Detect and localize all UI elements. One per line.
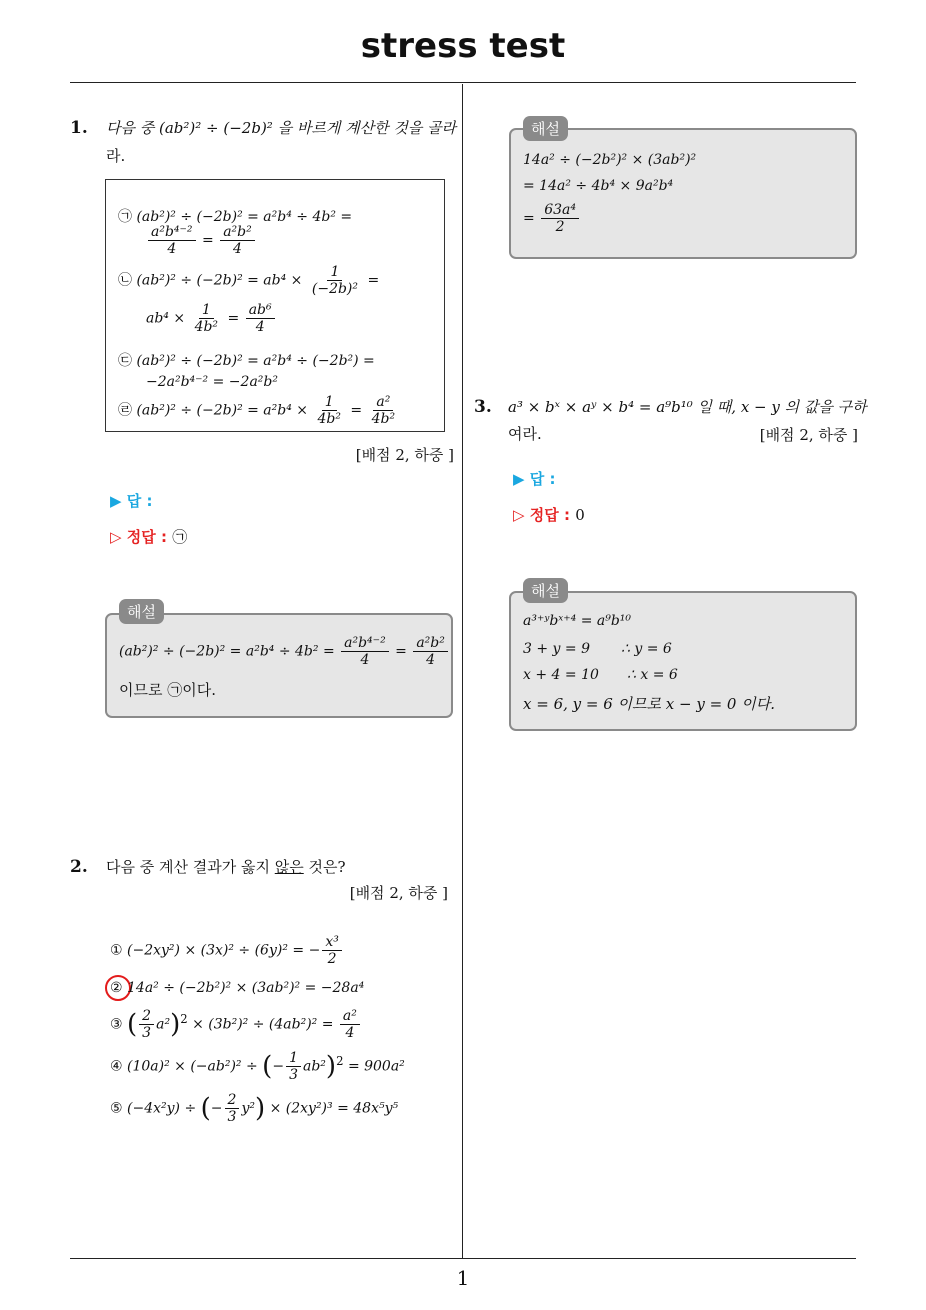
page-title: stress test (360, 26, 566, 66)
q3-solution-line2a: 3 + y = 9 (523, 641, 590, 657)
q1-text-line1: 다음 중 (ab²)² ÷ (−2b)² 을 바르게 계산한 것을 골라 (106, 119, 457, 137)
page-number: 1 (456, 1266, 470, 1290)
q1-choice-c: ㉢ (ab²)² ÷ (−2b)² = a²b⁴ ÷ (−2b²) = (118, 353, 375, 369)
q3-text-line1: a³ × bˣ × aʸ × b⁴ = a⁹b¹⁰ 일 때, x − y 의 값을 구하 (508, 398, 867, 416)
q3-text-line2: 여라. (508, 425, 542, 443)
q1-choice-a-line2: $\frac{\text{a²b⁴⁻²}}{4}$ = $\frac{\text{a²b²}}{4}$ (146, 224, 257, 257)
q1-answer-label: ▶ 답 : (110, 492, 153, 510)
q1-solution-tag: 해설 (119, 599, 164, 624)
top-solution-line3: = $\frac{\text{63a⁴}}{2}$ (523, 202, 581, 235)
q3-solution-line3b: ∴ x = 6 (627, 667, 678, 683)
q1-points: [배점 2, 하중 ] (355, 446, 454, 464)
q1-choice-a: ㉠ (ab²)² ÷ (−2b)² = a²b⁴ ÷ 4b² = (118, 209, 353, 225)
q1-solution-line2: 이므로 ㉠이다. (119, 681, 216, 699)
q2-option-1: ① (−2xy²) × (3x)² ÷ (6y)² = − $\frac{\text{x³}}{2}$ (110, 934, 344, 967)
q3-answer-label: ▶ 답 : (513, 470, 556, 488)
top-solution-box (509, 128, 857, 259)
q3-solution-tag: 해설 (523, 578, 568, 603)
q2-text: 다음 중 계산 결과가 옳지 않은 것은? (106, 858, 346, 876)
column-divider (462, 84, 463, 1258)
q1-text-line2: 라. (106, 147, 126, 165)
q3-solution-box (509, 591, 857, 731)
q2-option-3: ③ ( $\frac{2}{3}$ a²)$^2$ × (3b²)² ÷ (4ab²)² = $\frac{\text{a²}}{4}$ (110, 1008, 362, 1041)
fraction: $\frac{\text{a²b²}}{4}$ (220, 224, 255, 257)
q2-points: [배점 2, 하중 ] (349, 884, 448, 902)
q1-choice-d: ㉣ (ab²)² ÷ (−2b)² = a²b⁴ × $\frac{1}{\text{4b²}}$ = $\frac{\text{a²}}{\text{4b²}}$ (118, 394, 396, 427)
q2-number: 2. (70, 857, 88, 877)
q1-choice-b: ㉡ (ab²)² ÷ (−2b)² = ab⁴ × $\frac{1}{\text{(−2b)²}}$ = (118, 264, 380, 297)
q1-correct-answer: ▷ 정답 : ㉠ (110, 528, 188, 546)
q1-number: 1. (70, 118, 88, 138)
q1-solution-line1: (ab²)² ÷ (−2b)² = a²b⁴ ÷ 4b² = $\frac{\text{a²b⁴⁻²}}{4}$ = $\frac{\text{a²b²}}{4}$ (119, 635, 450, 668)
footer-rule (70, 1258, 856, 1259)
top-solution-line1: 14a² ÷ (−2b²)² × (3ab²)² (523, 152, 697, 168)
q1-solution-box (105, 613, 453, 718)
top-solution-line2: = 14a² ÷ 4b⁴ × 9a²b⁴ (523, 178, 674, 194)
q3-points: [배점 2, 하중 ] (759, 426, 858, 444)
q3-solution-line3a: x + 4 = 10 (523, 667, 599, 683)
q3-solution-line1: a³⁺ʸbˣ⁺⁴ = a⁹b¹⁰ (523, 613, 632, 629)
q3-solution-line4: x = 6, y = 6 이므로 x − y = 0 이다. (523, 695, 775, 713)
q2-underlined-word: 않은 (274, 858, 304, 876)
q3-correct-answer: ▷ 정답 : 0 (513, 506, 585, 524)
q1-choice-c-line2: −2a²b⁴⁻² = −2a²b² (146, 374, 278, 390)
q1-choices-box (105, 179, 445, 432)
q2-option-2: ② 14a² ÷ (−2b²)² × (3ab²)² = −28a⁴ (110, 980, 365, 996)
q2-option-5: ⑤ (−4x²y) ÷ (− $\frac{2}{3}$ y²) × (2xy²)³ = 48x⁵y⁵ (110, 1092, 399, 1125)
fraction: $\frac{\text{a²b⁴⁻²}}{4}$ (148, 224, 196, 257)
q1-choice-b-line2: ab⁴ × $\frac{1}{\text{4b²}}$ = $\frac{\text{ab⁶}}{4}$ (146, 302, 277, 335)
q2-option-4: ④ (10a)² × (−ab²)² ÷ (− $\frac{1}{3}$ ab²)$^2$ = 900a² (110, 1050, 405, 1083)
q3-solution-line2b: ∴ y = 6 (621, 641, 672, 657)
header-rule (70, 82, 856, 83)
q3-number: 3. (474, 397, 492, 417)
top-solution-tag: 해설 (523, 116, 568, 141)
